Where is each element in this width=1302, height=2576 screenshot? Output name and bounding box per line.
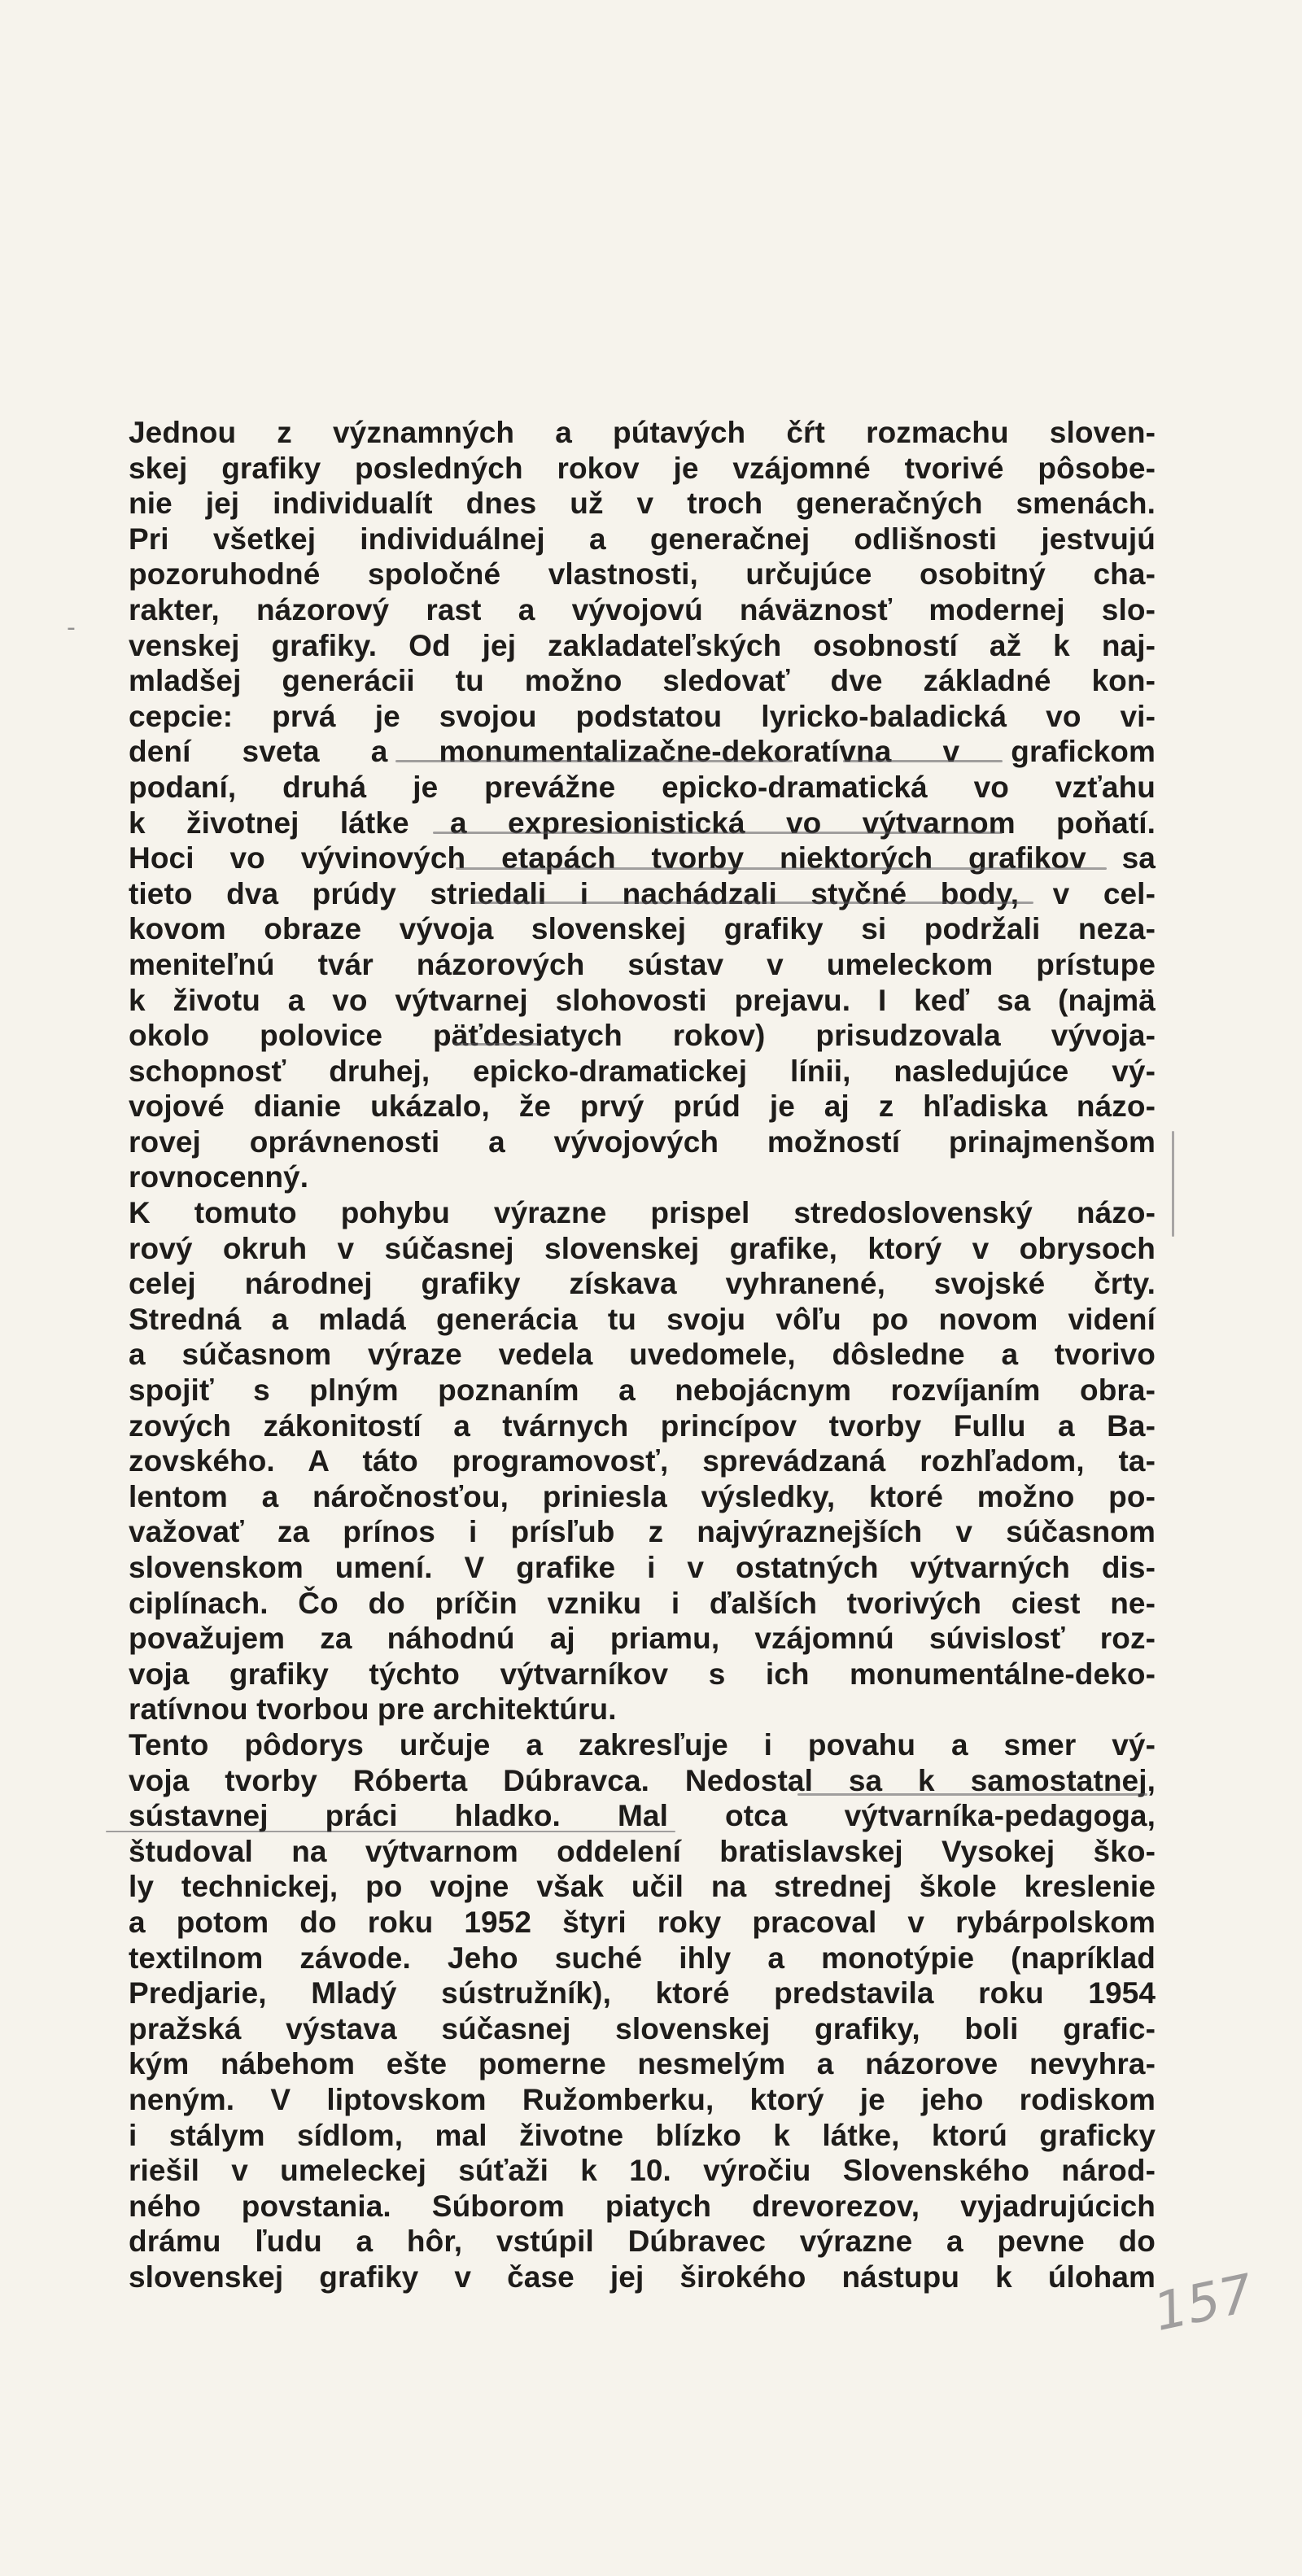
text-line: k životnej látke a expresionistická vo výtvarnom poňatí. xyxy=(129,806,1156,840)
pencil-underline xyxy=(454,1043,539,1046)
text-line: podaní, druhá je prevážne epicko-dramatická vo vzťahu xyxy=(129,770,1156,804)
text-line: Pri všetkej individuálnej a generačnej odlišnosti jestvujú xyxy=(129,522,1156,556)
text-line: okolo polovice päťdesiatych rokov) prisudzovala vývoja- xyxy=(129,1019,1156,1053)
text-line: pozoruhodné spoločné vlastnosti, určujúce osobitný cha- xyxy=(129,557,1156,592)
text-line: ly technickej, po vojne však učil na strednej škole kreslenie xyxy=(129,1870,1156,1904)
pencil-underline xyxy=(106,1831,675,1832)
text-line: voja grafiky týchto výtvarníkov s ich monumentálne-deko- xyxy=(129,1657,1156,1691)
text-line: spojiť s plným poznaním a nebojácnym rozvíjaním obra- xyxy=(129,1373,1156,1408)
text-line: Hoci vo vývinových etapách tvorby niektorých grafikov sa xyxy=(129,841,1156,875)
text-line: k životu a vo výtvarnej slohovosti prejavu. I keď sa (najmä xyxy=(129,983,1156,1017)
pencil-underline xyxy=(456,867,1107,870)
pencil-underline xyxy=(395,760,793,762)
text-line: nie jej individualít dnes už v troch generačných smenách. xyxy=(129,487,1156,521)
text-line: cepcie: prvá je svojou podstatou lyricko-baladická vo vi- xyxy=(129,699,1156,733)
text-line: ciplínach. Čo do príčin vzniku i ďalších tvorivých ciest ne- xyxy=(129,1586,1156,1620)
text-line: a potom do roku 1952 štyri roky pracoval v rybárpolskom xyxy=(129,1905,1156,1939)
text-line: Stredná a mladá generácia tu svoju vôľu po novom videní xyxy=(129,1302,1156,1336)
pencil-underline xyxy=(472,902,1033,904)
text-line: tieto dva prúdy striedali i nachádzali styčné body, v cel- xyxy=(129,876,1156,910)
handwritten-page-number: 157 xyxy=(1148,2264,1259,2343)
text-line: zových zákonitostí a tvárnych princípov tvorby Fullu a Ba- xyxy=(129,1408,1156,1443)
pencil-underline xyxy=(797,1793,1147,1796)
text-line: važovať za prínos i prísľub z najvýraznejších v súčasnom xyxy=(129,1515,1156,1549)
text-line: meniteľnú tvár názorových sústav v umeleckom prístupe xyxy=(129,947,1156,981)
margin-tick-mark: - xyxy=(67,613,76,642)
text-line: Tento pôdorys určuje a zakresľuje i povahu a smer vý- xyxy=(129,1727,1156,1762)
text-line: Jednou z významných a pútavých čŕt rozmachu sloven- xyxy=(129,416,1156,449)
body-text xyxy=(129,415,1156,2294)
text-line: neným. V liptovskom Ružomberku, ktorý je jeho rodiskom xyxy=(129,2082,1156,2116)
text-line: študoval na výtvarnom oddelení bratislavskej Vysokej ško- xyxy=(129,1834,1156,1868)
text-line: voja tvorby Róberta Dúbravca. Nedostal sa k samostatnej, xyxy=(129,1763,1156,1797)
text-line: drámu ľudu a hôr, vstúpil Dúbravec výrazne a pevne do xyxy=(129,2225,1156,2259)
text-line: i stálym sídlom, mal životne blízko k látke, ktorú graficky xyxy=(129,2118,1156,2152)
text-line: zovského. A táto programovosť, sprevádzaná rozhľadom, ta- xyxy=(129,1444,1156,1478)
text-line: slovenskej grafiky v čase jej širokého nástupu k úloham xyxy=(129,2259,1156,2294)
text-line: venskej grafiky. Od jej zakladateľských osobností až k naj- xyxy=(129,628,1156,662)
text-line: rovej oprávnenosti a vývojových možností prinajmenšom xyxy=(129,1124,1156,1159)
pencil-underline xyxy=(433,832,1003,834)
text-line: Predjarie, Mladý sústružník), ktoré predstavila roku 1954 xyxy=(129,1976,1156,2011)
text-line: dení sveta a monumentalizačne-dekoratívna v grafickom xyxy=(129,735,1156,769)
text-line: sústavnej práci hladko. Mal otca výtvarníka-pedagoga, xyxy=(129,1799,1156,1833)
text-line: a súčasnom výraze vedela uvedomele, dôsledne a tvorivo xyxy=(129,1338,1156,1372)
text-line: kým nábehom ešte pomerne nesmelým a názorove nevyhra- xyxy=(129,2047,1156,2081)
text-line: pražská výstava súčasnej slovenskej grafiky, boli grafic- xyxy=(129,2011,1156,2046)
text-line: K tomuto pohybu výrazne prispel stredoslovenský názo- xyxy=(129,1196,1156,1230)
margin-vertical-line xyxy=(1172,1131,1174,1237)
text-line: lentom a náročnosťou, priniesla výsledky, ktoré možno po- xyxy=(129,1479,1156,1513)
text-line: celej národnej grafiky získava vyhranené, svojské črty. xyxy=(129,1267,1156,1301)
text-line: kovom obraze vývoja slovenskej grafiky si podržali neza- xyxy=(129,912,1156,946)
text-line: ného povstania. Súborom piatych drevorezov, vyjadrujúcich xyxy=(129,2189,1156,2223)
text-line: vojové dianie ukázalo, že prvý prúd je aj z hľadiska názo- xyxy=(129,1089,1156,1124)
pencil-underline xyxy=(843,760,1003,762)
text-line: rovnocenný. xyxy=(129,1160,309,1194)
text-line: rakter, názorový rast a vývojovú náväznosť modernej slo- xyxy=(129,592,1156,627)
text-line: riešil v umeleckej súťaži k 10. výročiu Slovenského národ- xyxy=(129,2154,1156,2188)
text-line: textilnom závode. Jeho suché ihly a monotýpie (napríklad xyxy=(129,1941,1156,1975)
text-line: schopnosť druhej, epicko-dramatickej línii, nasledujúce vý- xyxy=(129,1054,1156,1088)
text-line: mladšej generácii tu možno sledovať dve základné kon- xyxy=(129,664,1156,698)
text-line: ratívnou tvorbou pre architektúru. xyxy=(129,1692,617,1727)
text-line: slovenskom umení. V grafike i v ostatných výtvarných dis- xyxy=(129,1551,1156,1584)
text-line: považujem za náhodnú aj priamu, vzájomnú súvislosť roz- xyxy=(129,1622,1156,1656)
text-line: skej grafiky posledných rokov je vzájomné tvorivé pôsobe- xyxy=(129,451,1156,485)
text-line: rový okruh v súčasnej slovenskej grafike, ktorý v obrysoch xyxy=(129,1231,1156,1265)
